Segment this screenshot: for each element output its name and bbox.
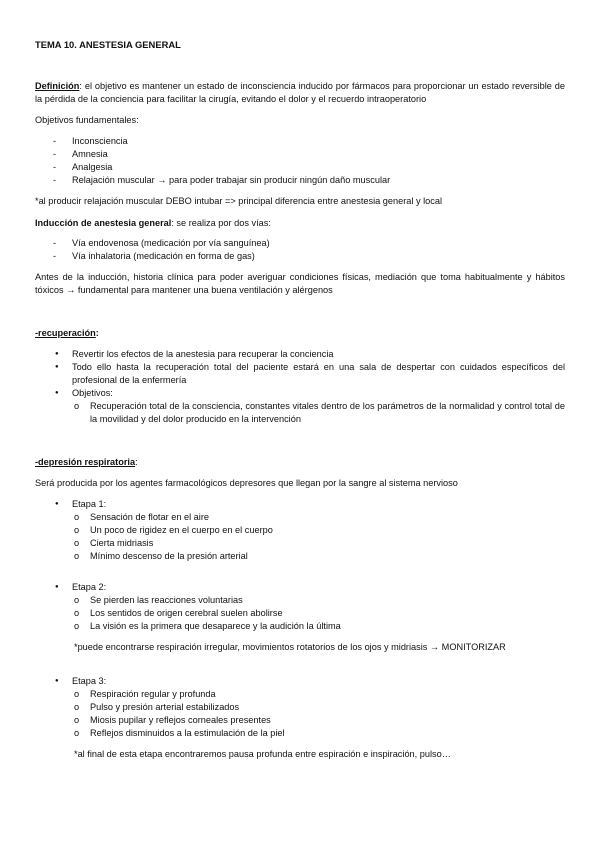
respiratory-depression-label: -depresión respiratoria <box>35 457 136 467</box>
list-item: o Sensación de flotar en el aire <box>35 511 565 524</box>
induction-label: Inducción de anestesia general <box>35 218 172 228</box>
list-item: - Vía endovenosa (medicación por vía sanguínea) <box>35 237 565 250</box>
induction-paragraph: Antes de la inducción, historia clínica para poder averiguar condiciones físicas, mediación que toma habitualmente y hábitos tóxicos → fundamental para mantener una buena ventilación y alérgenos <box>35 272 565 295</box>
objectives-list <box>35 135 565 187</box>
respiratory-depression-intro: Será producida por los agentes farmacológicos depresores que llegan por la sangre al sistema nervioso <box>35 478 458 488</box>
definition-paragraph <box>35 80 565 106</box>
list-item: o Recuperación total de la consciencia, constantes vitales dentro de los parámetros de la normalidad y control total de la movilidad y del dolor producido en la intervención <box>35 400 565 426</box>
list-item: o Respiración regular y profunda <box>35 688 565 701</box>
respiratory-depression-heading: -depresión respiratoria: <box>35 457 138 467</box>
stage-1-label: ● Etapa 1: <box>35 498 565 511</box>
list-item: - Relajación muscular → para poder trabajar sin producir ningún daño muscular <box>35 174 565 187</box>
definition-text: : el objetivo es mantener un estado de inconsciencia inducido por fármacos para proporcionar un estado reversible de la pérdida de la conciencia para facilitar la cirugía, evitando el dolor y el recuerdo intraoperatorio <box>35 81 565 104</box>
list-item: o La visión es la primera que desaparece y la audición la última <box>35 620 565 633</box>
stage-2-items <box>35 594 565 633</box>
induction-heading <box>35 217 565 230</box>
list-item: - Inconsciencia <box>35 135 565 148</box>
list-item: o Reflejos disminuidos a la estimulación de la piel <box>35 727 565 740</box>
definition-label: Definición <box>35 81 80 91</box>
list-item: ● Revertir los efectos de la anestesia para recuperar la conciencia <box>35 348 565 361</box>
list-item: - Amnesia <box>35 148 565 161</box>
recovery-objectives-list <box>35 400 565 426</box>
list-item: ● Todo ello hasta la recuperación total del paciente estará en una sala de despertar con cuidados específicos del profesional de la enfermería <box>35 361 565 387</box>
stage-2-note: *puede encontrarse respiración irregular, movimientos rotatorios de los ojos y midriasis → MONITORIZAR <box>74 642 506 652</box>
stage-1-list <box>35 498 565 511</box>
stage-3-items <box>35 688 565 740</box>
list-item: o Pulso y presión arterial estabilizados <box>35 701 565 714</box>
recovery-objectives-label: Objetivos: <box>72 388 113 398</box>
list-item: o Los sentidos de origen cerebral suelen abolirse <box>35 607 565 620</box>
document-page <box>35 38 565 761</box>
objectives-heading: Objetivos fundamentales: <box>35 115 139 125</box>
list-item: - Analgesia <box>35 161 565 174</box>
document-title: TEMA 10. ANESTESIA GENERAL <box>35 39 181 50</box>
stage-3-note: *al final de esta etapa encontraremos pausa profunda entre espiración e inspiración, pulso… <box>74 749 451 759</box>
induction-routes-list <box>35 237 565 263</box>
recovery-label: -recuperación <box>35 328 96 338</box>
induction-text: : se realiza por dos vías: <box>171 218 271 228</box>
list-item: o Se pierden las reacciones voluntarias <box>35 594 565 607</box>
stage-3-label: ● Etapa 3: <box>35 675 565 688</box>
list-item: o Un poco de rigidez en el cuerpo en el cuerpo <box>35 524 565 537</box>
stage-2-list <box>35 581 565 594</box>
recovery-list <box>35 348 565 426</box>
list-item: o Miosis pupilar y reflejos corneales presentes <box>35 714 565 727</box>
list-item <box>35 387 565 426</box>
intubation-note: *al producir relajación muscular DEBO intubar => principal diferencia entre anestesia general y local <box>35 196 443 206</box>
list-item: o Mínimo descenso de la presión arterial <box>35 550 565 563</box>
list-item: o Cierta midriasis <box>35 537 565 550</box>
recovery-heading: -recuperación: <box>35 328 99 338</box>
stage-3-list <box>35 675 565 688</box>
stage-2-label: ● Etapa 2: <box>35 581 565 594</box>
list-item: - Vía inhalatoria (medicación en forma de gas) <box>35 250 565 263</box>
stage-1-items <box>35 511 565 563</box>
